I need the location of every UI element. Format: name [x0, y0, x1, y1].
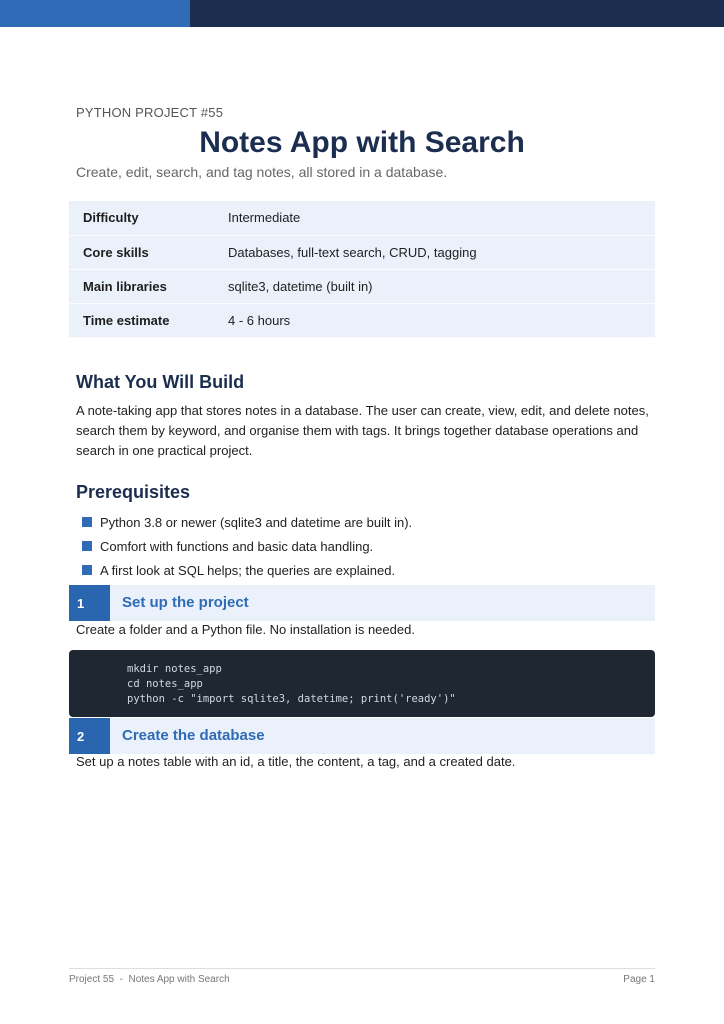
step-2-description: Set up a notes table with an id, a title, the content, a tag, and a created date. — [76, 754, 516, 769]
info-label: Main libraries — [69, 269, 214, 303]
page-subtitle: Create, edit, search, and tag notes, all stored in a database. — [76, 164, 448, 180]
info-row-difficulty — [69, 201, 655, 235]
prerequisites-list — [82, 510, 412, 582]
project-kicker: PYTHON PROJECT #55 — [76, 105, 224, 120]
bullet-square-icon — [82, 565, 92, 575]
info-value: Intermediate — [214, 201, 655, 235]
step-number-badge: 1 — [69, 585, 110, 621]
info-value: 4 - 6 hours — [214, 303, 655, 337]
footer-page-number: Page 1 — [623, 974, 655, 985]
code-line: mkdir notes_app — [127, 663, 222, 675]
step-2-header — [69, 718, 655, 754]
list-item — [82, 558, 412, 582]
step-title: Create the database — [122, 727, 265, 744]
info-label: Difficulty — [69, 201, 214, 235]
list-item-text: Comfort with functions and basic data handling. — [100, 538, 374, 554]
list-item-text: A first look at SQL helps; the queries are explained. — [100, 562, 396, 578]
code-line: cd notes_app — [127, 678, 203, 690]
build-description: A note-taking app that stores notes in a database. The user can create, view, edit, and delete notes, search them by keyword, and organise them with tags. It brings together database operations and search in one practical project. — [76, 403, 649, 458]
project-info-table — [69, 201, 655, 338]
top-banner — [0, 0, 724, 27]
info-label: Time estimate — [69, 303, 214, 337]
list-item — [82, 510, 412, 534]
footer-divider — [69, 968, 655, 969]
list-item-text: Python 3.8 or newer (sqlite3 and datetime are built in). — [100, 514, 413, 530]
step-1-header — [69, 585, 655, 621]
step-title: Set up the project — [122, 594, 249, 611]
bullet-square-icon — [82, 517, 92, 527]
list-item — [82, 534, 412, 558]
bullet-square-icon — [82, 541, 92, 551]
footer-project-label: Project 55 - Notes App with Search — [69, 974, 230, 985]
info-row-main-libraries — [69, 269, 655, 303]
top-banner-accent — [0, 0, 190, 27]
info-value: Databases, full-text search, CRUD, tagging — [214, 235, 655, 269]
page-title: Notes App with Search — [199, 126, 525, 159]
info-value: sqlite3, datetime (built in) — [214, 269, 655, 303]
step-number-badge: 2 — [69, 718, 110, 754]
build-heading: What You Will Build — [76, 372, 245, 392]
step-1-description: Create a folder and a Python file. No installation is needed. — [76, 622, 415, 637]
code-line: python -c "import sqlite3, datetime; print('ready')" — [127, 693, 456, 705]
info-row-time-estimate — [69, 303, 655, 337]
prerequisites-heading: Prerequisites — [76, 482, 191, 502]
code-block — [69, 650, 655, 717]
info-row-core-skills — [69, 235, 655, 269]
info-label: Core skills — [69, 235, 214, 269]
